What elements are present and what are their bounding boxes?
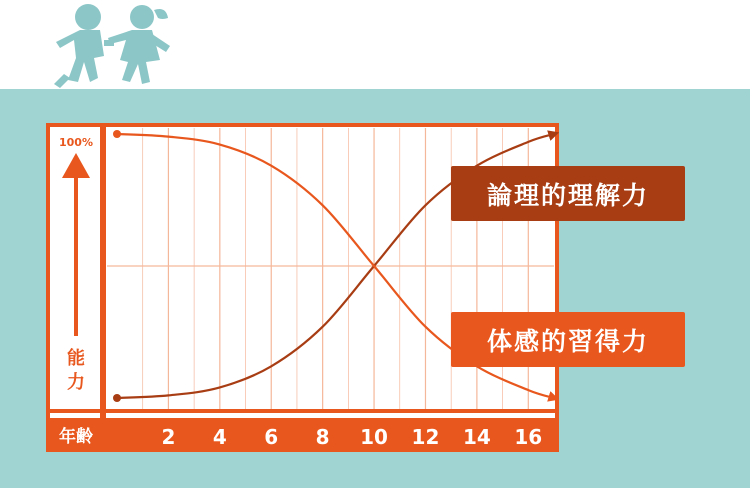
x-tick-label: 8 [315,425,330,449]
y-axis-separator [100,125,106,418]
y-axis-max-label: 100% [59,136,93,149]
series-label-physical-acquisition: 体感的習得力 [451,312,685,367]
x-tick-label: 14 [462,425,491,449]
x-tick-label: 12 [411,425,440,449]
x-tick-label: 16 [514,425,543,449]
x-tick-label: 2 [161,425,176,449]
x-axis-separator [48,409,557,413]
x-tick-label: 6 [264,425,279,449]
x-tick-label: 4 [212,425,227,449]
series-start-dot [113,394,121,402]
x-axis-label: 年齢 [59,427,93,447]
y-axis-label-char: 力 [67,372,85,393]
y-axis-label-char: 能 [67,348,85,369]
x-tick-label: 10 [360,425,388,449]
series-start-dot [113,130,121,138]
series-label-logical-understanding: 論理的理解力 [451,166,685,221]
